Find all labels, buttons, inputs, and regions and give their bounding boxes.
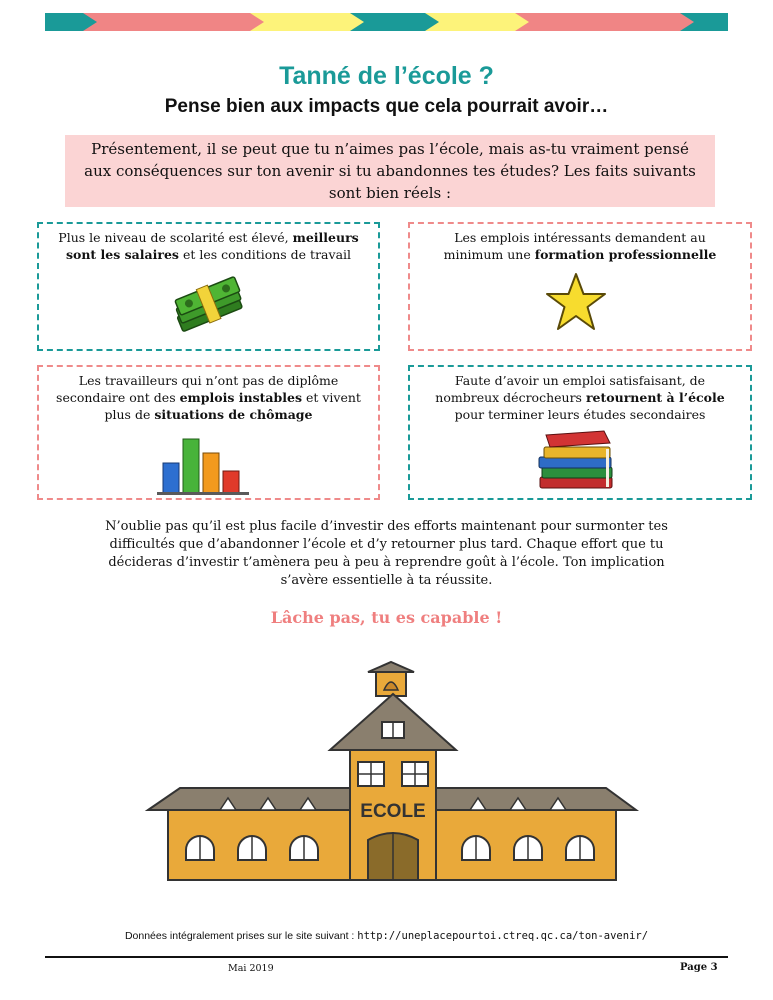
- intro-line: Présentement, il se peut que tu n’aimes pas l’école, mais as-tu vraiment pensé: [91, 140, 689, 158]
- fact-text: Les emplois intéressants demandent au: [454, 230, 706, 245]
- closing-line: difficultés que d’abandonner l’école et d’y retourner plus tard. Chaque effort que tu: [109, 537, 664, 552]
- fact-text: secondaire ont des emplois instables et vivent: [56, 390, 361, 405]
- bar-chart-icon: [157, 435, 251, 497]
- fact-box-training: [408, 222, 752, 351]
- books-icon: [536, 429, 618, 493]
- closing-line: s’avère essentielle à ta réussite.: [280, 573, 493, 588]
- fact-text: Faute d’avoir un emploi satisfaisant, de: [454, 373, 706, 388]
- footer-date: Mai 2019: [228, 963, 274, 974]
- intro-line: aux conséquences sur ton avenir si tu abandonnes tes études? Les faits suivants: [84, 162, 696, 180]
- closing-line: N’oublie pas qu’il est plus facile d’investir des efforts maintenant pour surmonter tes: [105, 519, 668, 534]
- fact-text: nombreux décrocheurs retournent à l’école: [435, 390, 725, 405]
- page-number: Page 3: [680, 962, 718, 973]
- school-building-illustration: [140, 660, 640, 890]
- school-sign: ECOLE: [360, 801, 426, 822]
- top-decorative-banner: [45, 13, 728, 31]
- footer-divider: [45, 956, 728, 958]
- page-subtitle: Pense bien aux impacts que cela pourrait avoir…: [164, 96, 609, 117]
- page-title: Tanné de l’école ?: [279, 62, 494, 90]
- intro-line: sont bien réels :: [328, 184, 452, 202]
- fact-text: plus de situations de chômage: [104, 407, 313, 422]
- fact-text: Les travailleurs qui n’ont pas de diplôme: [78, 373, 339, 388]
- closing-line: décideras d’investir t’amènera peu à peu à reprendre goût à l’école. Ton implication: [108, 555, 665, 570]
- fact-text: sont les salaires et les conditions de travail: [65, 247, 352, 262]
- money-stack-icon: [167, 274, 251, 336]
- fact-box-unstable-jobs: [37, 365, 380, 500]
- source-link[interactable]: http://uneplacepourtoi.ctreq.qc.ca/ton-avenir/: [357, 930, 649, 942]
- fact-box-salaries: [37, 222, 380, 351]
- fact-text: Plus le niveau de scolarité est élevé, meilleurs: [58, 230, 359, 245]
- source-note: [0, 930, 773, 942]
- fact-text: minimum une formation professionnelle: [443, 247, 717, 262]
- fact-text: pour terminer leurs études secondaires: [454, 407, 706, 422]
- star-icon: [544, 272, 608, 334]
- intro-box: [65, 135, 715, 207]
- slogan: Lâche pas, tu es capable !: [270, 608, 503, 627]
- source-prefix: Données intégralement prises sur le site suivant :: [124, 930, 358, 942]
- closing-paragraph: [70, 518, 703, 590]
- fact-box-return-to-school: [408, 365, 752, 500]
